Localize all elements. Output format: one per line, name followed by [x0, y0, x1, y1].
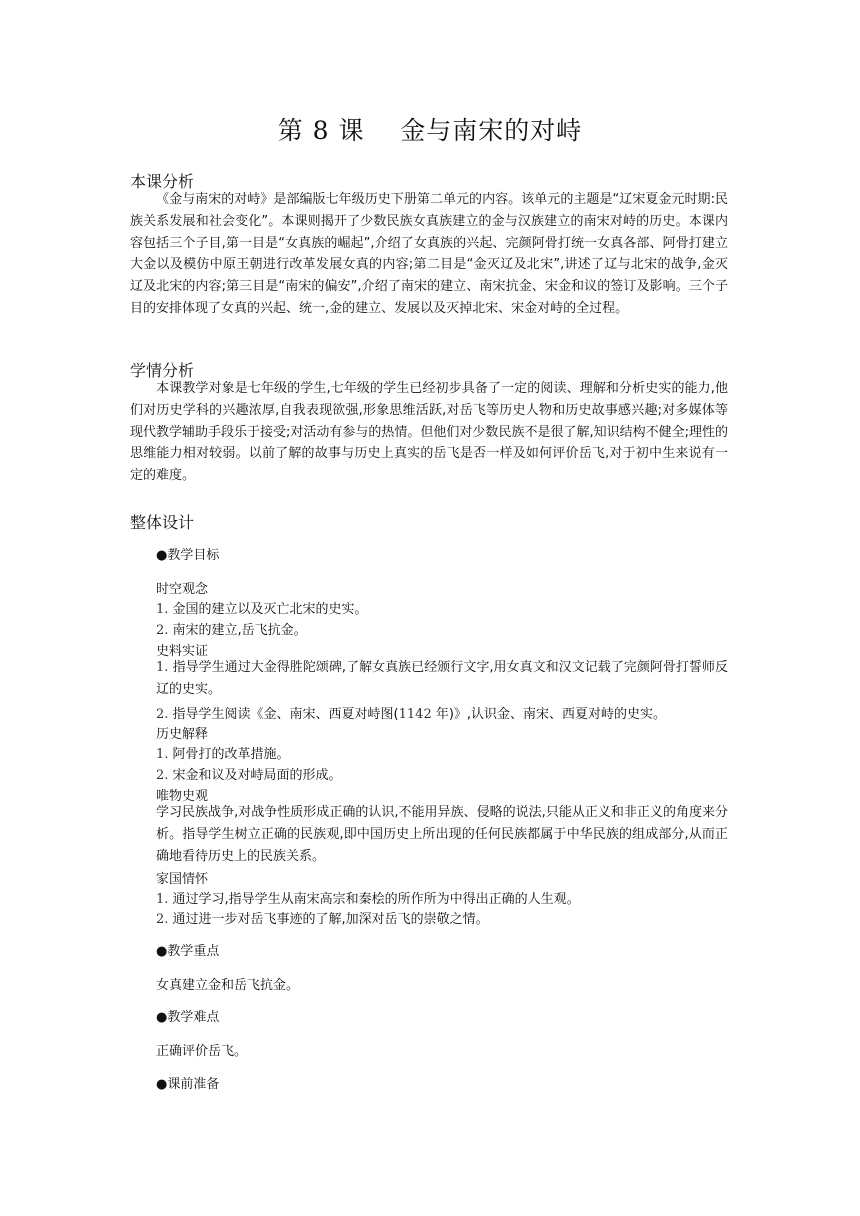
goal-category-patriotism: 家国情怀 — [156, 872, 209, 887]
analysis-text: 《金与南宋的对峙》是部编版七年级历史下册第二单元的内容。该单元的主题是“辽宋夏金元时期:民族关系发展和社会变化”。本课则揭开了少数民族女真族建立的金与汉族建立的南宋对峙的历史。本课内容包括三个子目,第一目是“女真族的崛起”,介绍了女真族的兴起、完颜阿骨打统一女真各部、阿骨打建立大金以及模仿中原王朝进行改革发展女真的内容;第二目是“金灭辽及北宋”,讲述了辽与北宋的战争,金灭辽及北宋的内容;第三目是“南宋的偏安”,介绍了南宋的建立、南宋抗金、宋金和议的签订及影响。三个子目的安排体现了女真的兴起、统一,金的建立、发展以及灭掉北宋、宋金对峙的全过程。 — [130, 192, 728, 316]
section-heading-students: 学情分析 — [130, 361, 195, 380]
goal-item: 2. 指导学生阅读《金、南宋、西夏对峙图(1142 年)》,认识金、南宋、西夏对峙的史实。 — [156, 707, 667, 722]
key-points-text: 女真建立金和岳飞抗金。 — [156, 978, 300, 993]
goal-paragraph: 学习民族战争,对战争性质形成正确的认识,不能用异族、侵略的说法,只能从正义和非正义的角度来分析。指导学生树立正确的民族观,即中国历史上所出现的任何民族都属于中华民族的组成部分,从而正确地看待历史上的民族关系。 — [156, 805, 728, 864]
section-heading-analysis: 本课分析 — [130, 172, 195, 191]
goal-item: 1. 指导学生通过大金得胜陀颂碑,了解女真族已经颁行文字,用女真文和汉文记载了完颜阿骨打誓师反辽的史实。 — [156, 660, 728, 697]
goal-category-spacetime: 时空观念 — [156, 582, 209, 597]
goal-item: 2. 宋金和议及对峙局面的形成。 — [156, 768, 342, 783]
goal-category-materialism: 唯物史观 — [156, 789, 209, 804]
goal-item: 1. 金国的建立以及灭亡北宋的史实。 — [156, 602, 368, 617]
goal-item: 1. 通过学习,指导学生从南宋高宗和秦桧的所作所为中得出正确的人生观。 — [156, 892, 580, 907]
goal-item: 2. 南宋的建立,岳飞抗金。 — [156, 623, 307, 638]
key-points-label: ●教学重点 — [156, 944, 220, 959]
difficulty-text: 正确评价岳飞。 — [156, 1044, 248, 1059]
preparation-label: ●课前准备 — [156, 1077, 220, 1092]
goal-item: 2. 通过进一步对岳飞事迹的了解,加深对岳飞的崇敬之情。 — [156, 912, 489, 927]
students-paragraph — [130, 378, 728, 487]
teaching-goals-label: ●教学目标 — [156, 548, 220, 563]
difficulty-label: ●教学难点 — [156, 1010, 220, 1025]
page-title: 第 8 课 金与南宋的对峙 — [277, 116, 583, 145]
goal-category-interpretation: 历史解释 — [156, 727, 209, 742]
section-heading-design: 整体设计 — [130, 513, 195, 532]
goal-category-evidence: 史料实证 — [156, 644, 209, 659]
analysis-paragraph — [130, 189, 728, 320]
goal-item: 1. 阿骨打的改革措施。 — [156, 747, 290, 762]
students-text: 本课教学对象是七年级的学生,七年级的学生已经初步具备了一定的阅读、理解和分析史实的能力,他们对历史学科的兴趣浓厚,自我表现欲强,形象思维活跃,对岳飞等历史人物和历史故事感兴趣;对多媒体等现代教学辅助手段乐于接受;对活动有参与的热情。但他们对少数民族不是很了解,知识结构不健全;理性的思维能力相对较弱。以前了解的故事与历史上真实的岳飞是否一样及如何评价岳飞,对于初中生来说有一定的难度。 — [130, 381, 728, 484]
